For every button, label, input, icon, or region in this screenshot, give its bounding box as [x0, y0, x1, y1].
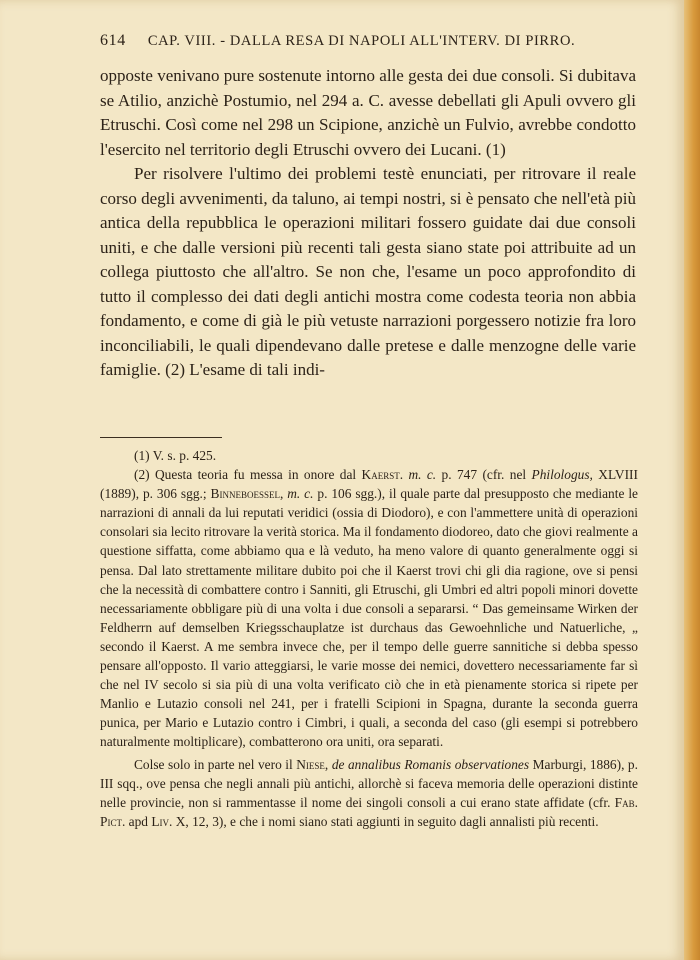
- paragraph-2-text: Per risolvere l'ultimo dei problemi testè enunciati, per ritrovare il reale corso degli avvenimenti, da taluno, ai tempi nostri, si è pensato che nell'età più antica della repubblica le operazioni militari fossero guidate dai due consoli uniti, e che dalle versioni più recenti tali gesta siano state poi attribuite ad un collega piuttosto che all'altro. Se non che, l'esame un poco approfondito di tutto il complesso dei dati degli antichi mostra come codesta teoria non abbia fondamento, e come di già le più vetuste narrazioni porgessero notizie fra loro inconciliabili, le quali dipendevano dalle pretese e dalle menzogne delle varie famiglie.: [100, 164, 636, 379]
- author-livy: Liv.: [151, 813, 173, 829]
- author-niese: Niese,: [296, 756, 329, 772]
- author-binneboessel: Binneboessel,: [210, 486, 284, 502]
- footnote-3-text: Colse solo in parte nel vero il: [134, 756, 293, 772]
- paragraph-2-tail: L'esame di tali indi-: [189, 360, 325, 379]
- footnote-2-text: p. 747 (cfr. nel: [441, 467, 527, 483]
- footnote-1-text: V. s. p. 425.: [152, 448, 217, 463]
- footnote-2-mark: (2): [134, 467, 150, 483]
- footnote-ref-2: (2): [165, 360, 185, 379]
- footnote-2-text: Questa teoria fu messa in onore dal: [155, 467, 357, 483]
- running-title: CAP. VIII. - DALLA RESA DI NAPOLI ALL'INTERV. DI PIRRO.: [147, 33, 576, 49]
- footnote-2-continuation: [100, 755, 638, 831]
- footnote-2-text: XLVIII (1889), p. 306 sgg.;: [100, 467, 638, 502]
- footnote-2: [100, 465, 638, 751]
- abbr-mc: m. c.: [408, 467, 437, 483]
- footnote-1-mark: (1): [134, 448, 150, 463]
- paragraph-2: [100, 162, 636, 383]
- page-number: 614: [100, 32, 126, 49]
- paragraph-1-text: opposte venivano pure sostenute intorno alle gesta dei due consoli. Si dubitava se Atilio, anzichè Postumio, nel 294 a. C. avesse debellati gli Apuli ovvero gli Etruschi. Così come nel 298 un Scipione, anzichè un Fulvio, avrebbe condotto l'esercito nel territorio degli Etruschi ovvero dei Lucani.: [100, 66, 636, 159]
- author-kaerst: Kaerst.: [361, 467, 404, 483]
- main-text: [100, 64, 636, 383]
- footnote-ref-1: (1): [485, 139, 506, 159]
- footnote-divider: [100, 437, 222, 438]
- paragraph-1: [100, 64, 636, 162]
- footnote-2-text: p. 106 sgg.), il quale parte dal presupposto che mediante le narrazioni di annali da lui reputati veridici (ossia di Diodoro), e con l'ammettere unità di operazioni consolari sia lecito ritrovare la verità storica. Ma il fondamento diodoreo, dato che giovi realmente a questione siffatta, come abbiamo qua e là veduto, ha meno valore di quanto generalmente oggi si pensa. Dal lato strettamente militare dubito poi che il Kaerst trovi chi gli dia ragione, ove si pensi che la necessità di combattere contro i Sanniti, gli Etruschi, gli Umbri ed altri popoli minori dovette necessariamente obbligare più di una volta i due consoli a separarsi. “ Das gemeinsame Wirken der Feldherrn auf demselben Kriegsschauplatze ist durchaus das Gewoehnliche und Natuerliche, „ secondo il Kaerst. A me sembra invece che, per il tempo delle guerre sannitiche si debba spesso pensare all'opposto. Il vario atteggiarsi, le varie mosse dei nemici, dovettero necessariamente far sì che nel IV secolo si sia più di una volta verificato ciò che in età pienamente storica si ripete per Manlio e Lutazio consoli nel 241, per i fratelli Scipioni in Spagna, durante la seconda guerra punica, per Mario e Lutazio contro i Cimbri, i quali, a seconda del caso (gli esempi si potrebbero naturalmente moltiplicare), combatterono ora uniti, ora separati.: [100, 486, 638, 750]
- footnote-3-text: Marburgi, 1886), p. III sqq., ove pensa che negli annali più antichi, allorchè si faceva memoria delle operazioni distinte nelle provincie, non si rammentasse il nome dei singoli consoli a cui erano state affidate (cfr.: [100, 756, 638, 810]
- journal-philologus: Philologus,: [531, 467, 593, 483]
- footnote-3-text: apd: [128, 813, 148, 829]
- footnotes: [100, 446, 638, 831]
- author-fabius-pictor: Fab. Pict.: [100, 794, 638, 829]
- footnote-1: [100, 446, 638, 465]
- running-header: [100, 32, 640, 50]
- abbr-mc: m. c.: [287, 486, 314, 502]
- page-edge: [684, 0, 700, 960]
- footnote-3-text: X, 12, 3), e che i nomi siano stati aggiunti in seguito dagli annalisti più recenti.: [175, 813, 599, 829]
- work-title: de annalibus Romanis observationes: [331, 756, 530, 772]
